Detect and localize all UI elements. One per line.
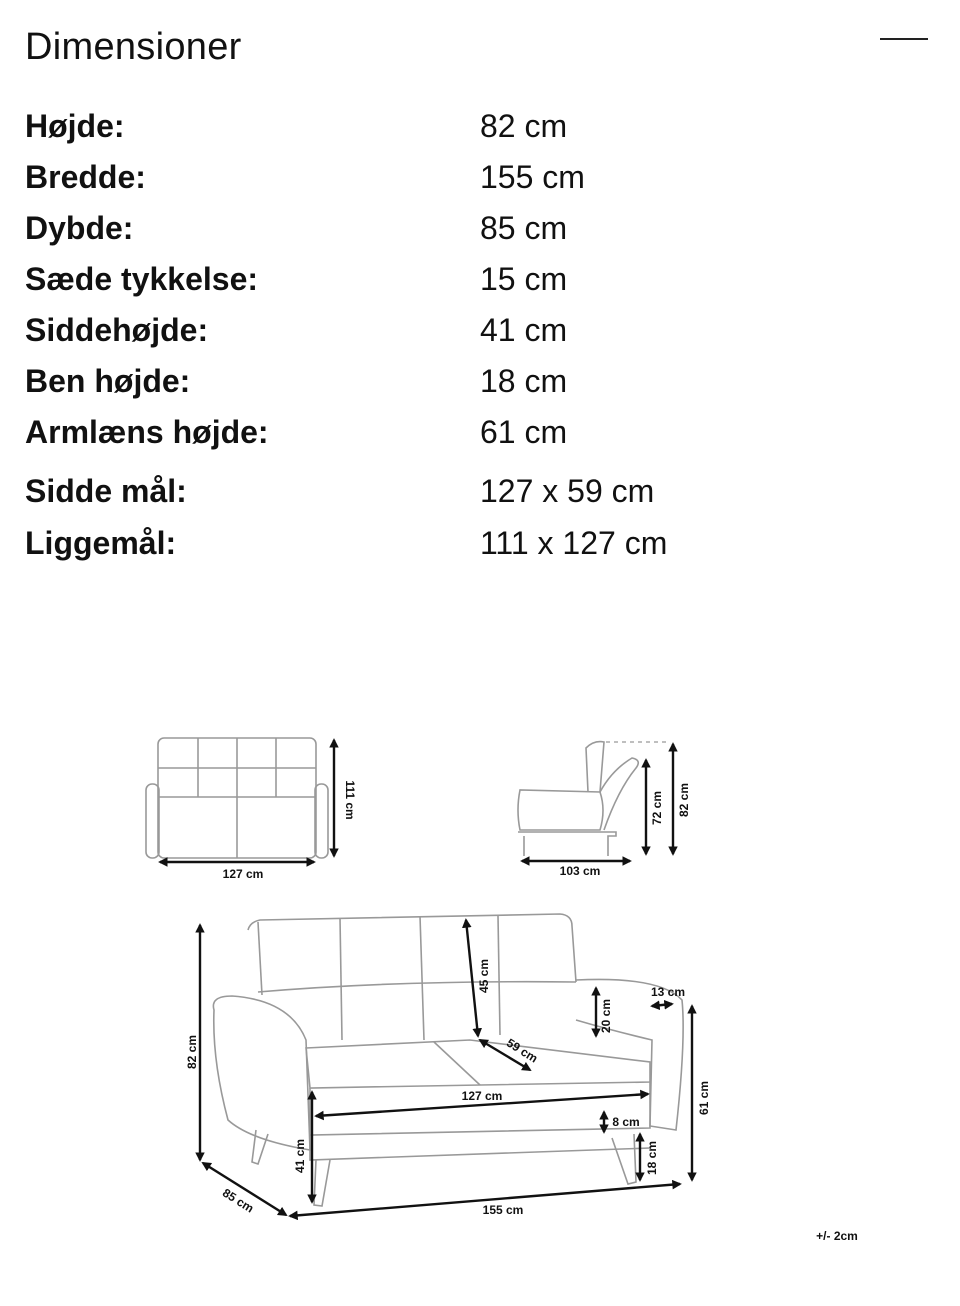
spec-value: 18 cm — [480, 363, 568, 399]
spec-row — [25, 108, 725, 148]
spec-row — [25, 473, 725, 513]
side-depth-label: 103 cm — [559, 864, 601, 878]
back-height-label: 45 cm — [477, 958, 491, 994]
arm-above-seat-label: 20 cm — [599, 998, 613, 1034]
spec-value: 111 x 127 cm — [480, 525, 668, 561]
spec-label: Armlæns højde: — [25, 414, 269, 450]
spec-label: Siddehøjde: — [25, 312, 209, 348]
arm-width-label: 13 cm — [650, 985, 686, 999]
spec-label: Højde: — [25, 108, 125, 144]
depth-label: 85 cm — [219, 1185, 257, 1216]
height-label: 82 cm — [185, 1034, 199, 1070]
spec-value: 85 cm — [480, 210, 568, 246]
spec-label: Sæde tykkelse: — [25, 261, 259, 297]
spec-value: 155 cm — [480, 159, 585, 195]
bed-width-label: 127 cm — [222, 867, 264, 881]
side-back-height-label: 72 cm — [650, 790, 664, 826]
bed-length-label: 111 cm — [343, 780, 357, 820]
minus-icon — [880, 38, 928, 40]
seat-width-label: 127 cm — [461, 1089, 503, 1103]
spec-label: Bredde: — [25, 159, 146, 195]
spec-row — [25, 414, 725, 454]
seat-depth-label: 59 cm — [503, 1035, 541, 1066]
section-title: Dimensioner — [25, 26, 242, 68]
side-total-height-label: 82 cm — [677, 782, 691, 818]
spec-label: Dybde: — [25, 210, 134, 246]
spec-label: Ben højde: — [25, 363, 191, 399]
front-view-drawing — [185, 914, 858, 1243]
spec-row — [25, 210, 725, 250]
spec-row — [25, 525, 725, 565]
tolerance-label: +/- 2cm — [816, 1229, 858, 1243]
spec-value: 61 cm — [480, 414, 568, 450]
bed-view-drawing — [146, 738, 357, 881]
collapse-button[interactable] — [872, 26, 936, 52]
spec-row — [25, 312, 725, 352]
spec-value: 15 cm — [480, 261, 568, 297]
spec-label: Sidde mål: — [25, 473, 187, 509]
spec-label: Liggemål: — [25, 525, 177, 561]
spec-value: 127 x 59 cm — [480, 473, 655, 509]
spec-row — [25, 363, 725, 403]
seat-height-label: 41 cm — [293, 1138, 307, 1174]
spec-row — [25, 159, 725, 199]
sofa-dimension-diagram — [0, 700, 960, 1306]
spec-row — [25, 261, 725, 301]
cushion-label: 8 cm — [612, 1115, 640, 1129]
spec-value: 82 cm — [480, 108, 568, 144]
side-view-drawing — [518, 742, 691, 878]
leg-height-label: 18 cm — [645, 1140, 659, 1176]
width-label: 155 cm — [482, 1203, 524, 1217]
spec-value: 41 cm — [480, 312, 568, 348]
arm-height-label: 61 cm — [697, 1080, 711, 1116]
